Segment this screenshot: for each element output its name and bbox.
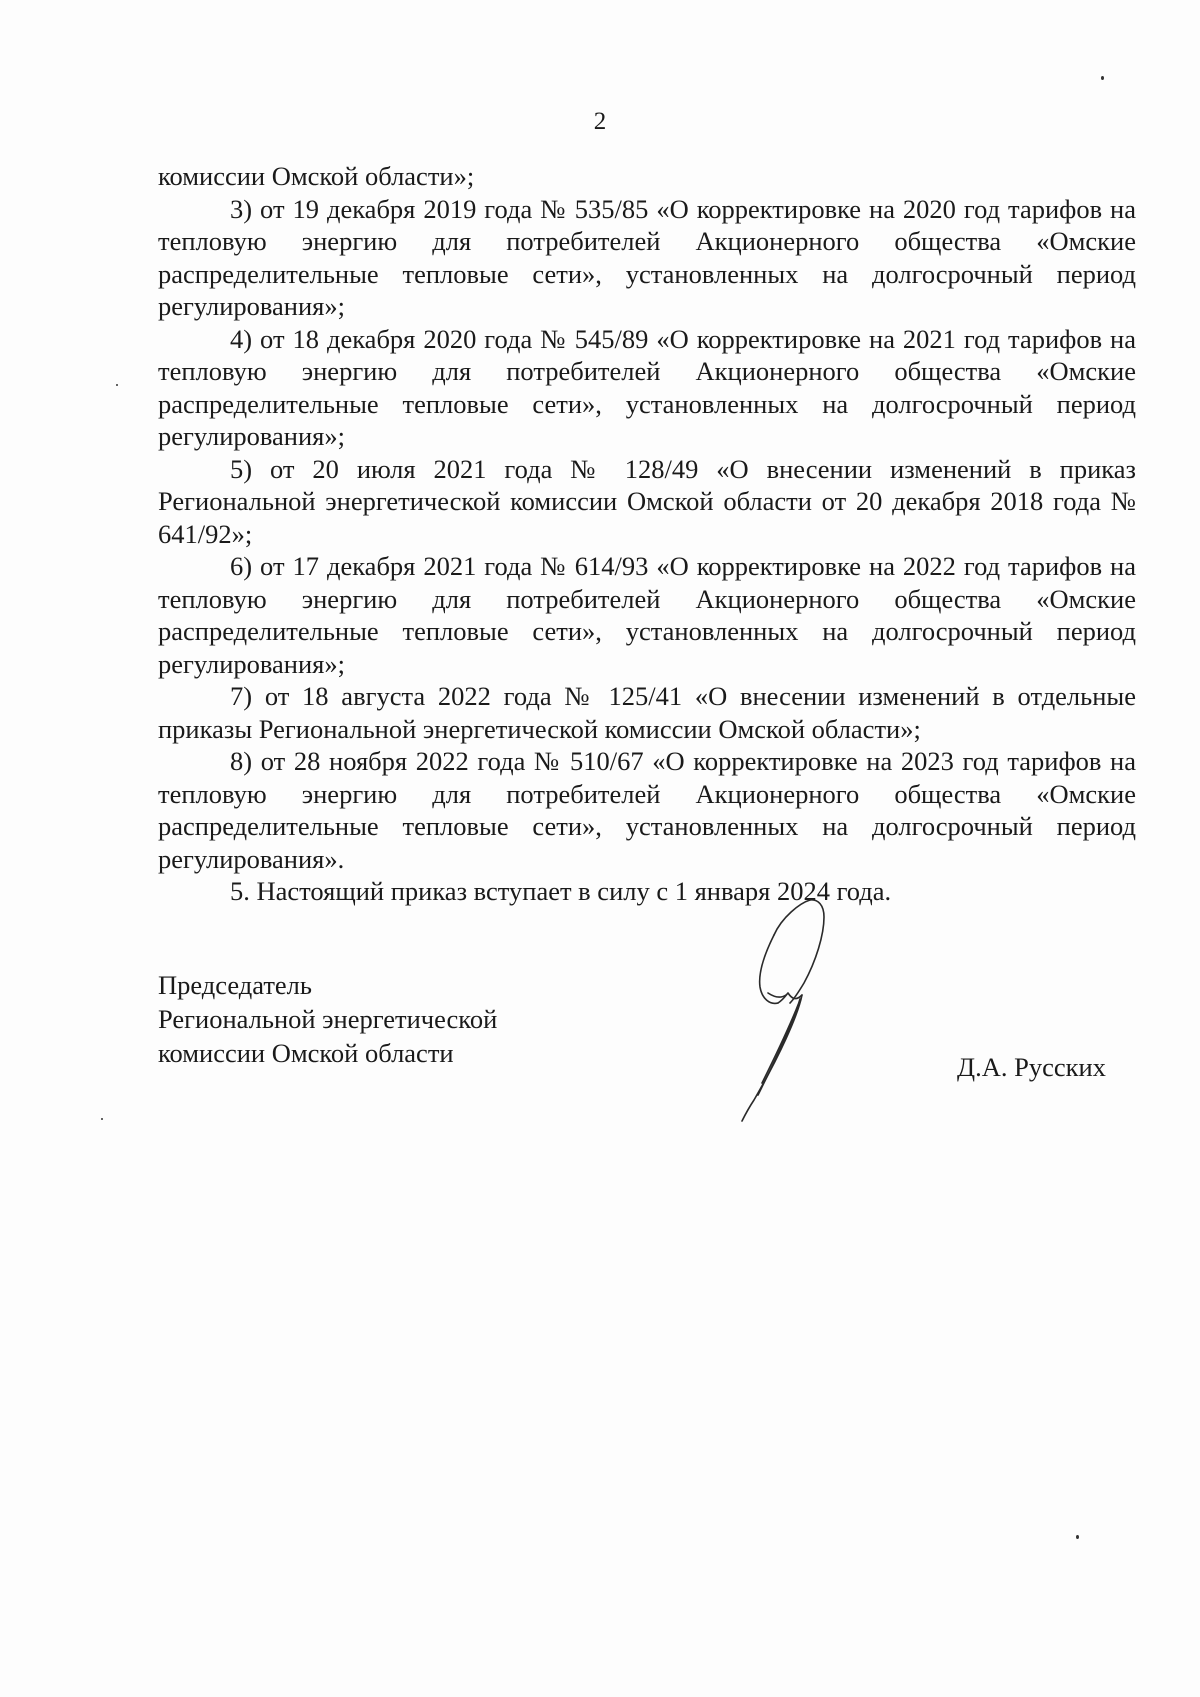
scan-speck — [1076, 1535, 1079, 1539]
signatory-title-line: комиссии Омской области — [158, 1038, 454, 1068]
paragraph-item-6: 6) от 17 декабря 2021 года № 614/93 «О корректировке на 2022 год тарифов на тепловую энергию для потребителей Акционерного общества «Омские распределительные тепловые сети», установленных на долгосрочный период регулирования»; — [158, 551, 1136, 679]
signatory-title — [158, 968, 497, 1070]
paragraph-item-8: 8) от 28 ноября 2022 года № 510/67 «О корректировке на 2023 год тарифов на тепловую энергию для потребителей Акционерного общества «Омские распределительные тепловые сети», установленных на долгосрочный период регулирования». — [158, 746, 1136, 874]
handwritten-signature — [740, 895, 920, 1140]
scan-speck — [101, 1118, 103, 1120]
paragraph-item-5: 5) от 20 июля 2021 года № 128/49 «О внесении изменений в приказ Региональной энергетической комиссии Омской области от 20 декабря 2018 года № 641/92»; — [158, 453, 1136, 549]
page-number: 2 — [593, 108, 607, 135]
paragraph-item-4: 4) от 18 декабря 2020 года № 545/89 «О корректировке на 2021 год тарифов на тепловую энергию для потребителей Акционерного общества «Омские распределительные тепловые сети», установленных на долгосрочный период регулирования»; — [158, 323, 1136, 451]
signatory-name: Д.А. Русских — [957, 1052, 1106, 1082]
signatory-title-line: Региональной энергетической — [158, 1004, 498, 1034]
scan-speck — [116, 384, 118, 386]
signatory-title-line: Председатель — [158, 970, 312, 1000]
paragraph-item-7: 7) от 18 августа 2022 года № 125/41 «О внесении изменений в отдельные приказы Региональной энергетической комиссии Омской области»; — [158, 681, 1136, 744]
scan-speck — [1101, 76, 1104, 80]
paragraph-continuation: комиссии Омской области»; — [158, 161, 475, 191]
document-body — [158, 160, 1136, 908]
paragraph-item-3: 3) от 19 декабря 2019 года № 535/85 «О корректировке на 2020 год тарифов на тепловую энергию для потребителей Акционерного общества «Омские распределительные тепловые сети», установленных на долгосрочный период регулирования»; — [158, 193, 1136, 321]
paragraph-effective-date: 5. Настоящий приказ вступает в силу с 1 января 2024 года. — [230, 876, 892, 906]
